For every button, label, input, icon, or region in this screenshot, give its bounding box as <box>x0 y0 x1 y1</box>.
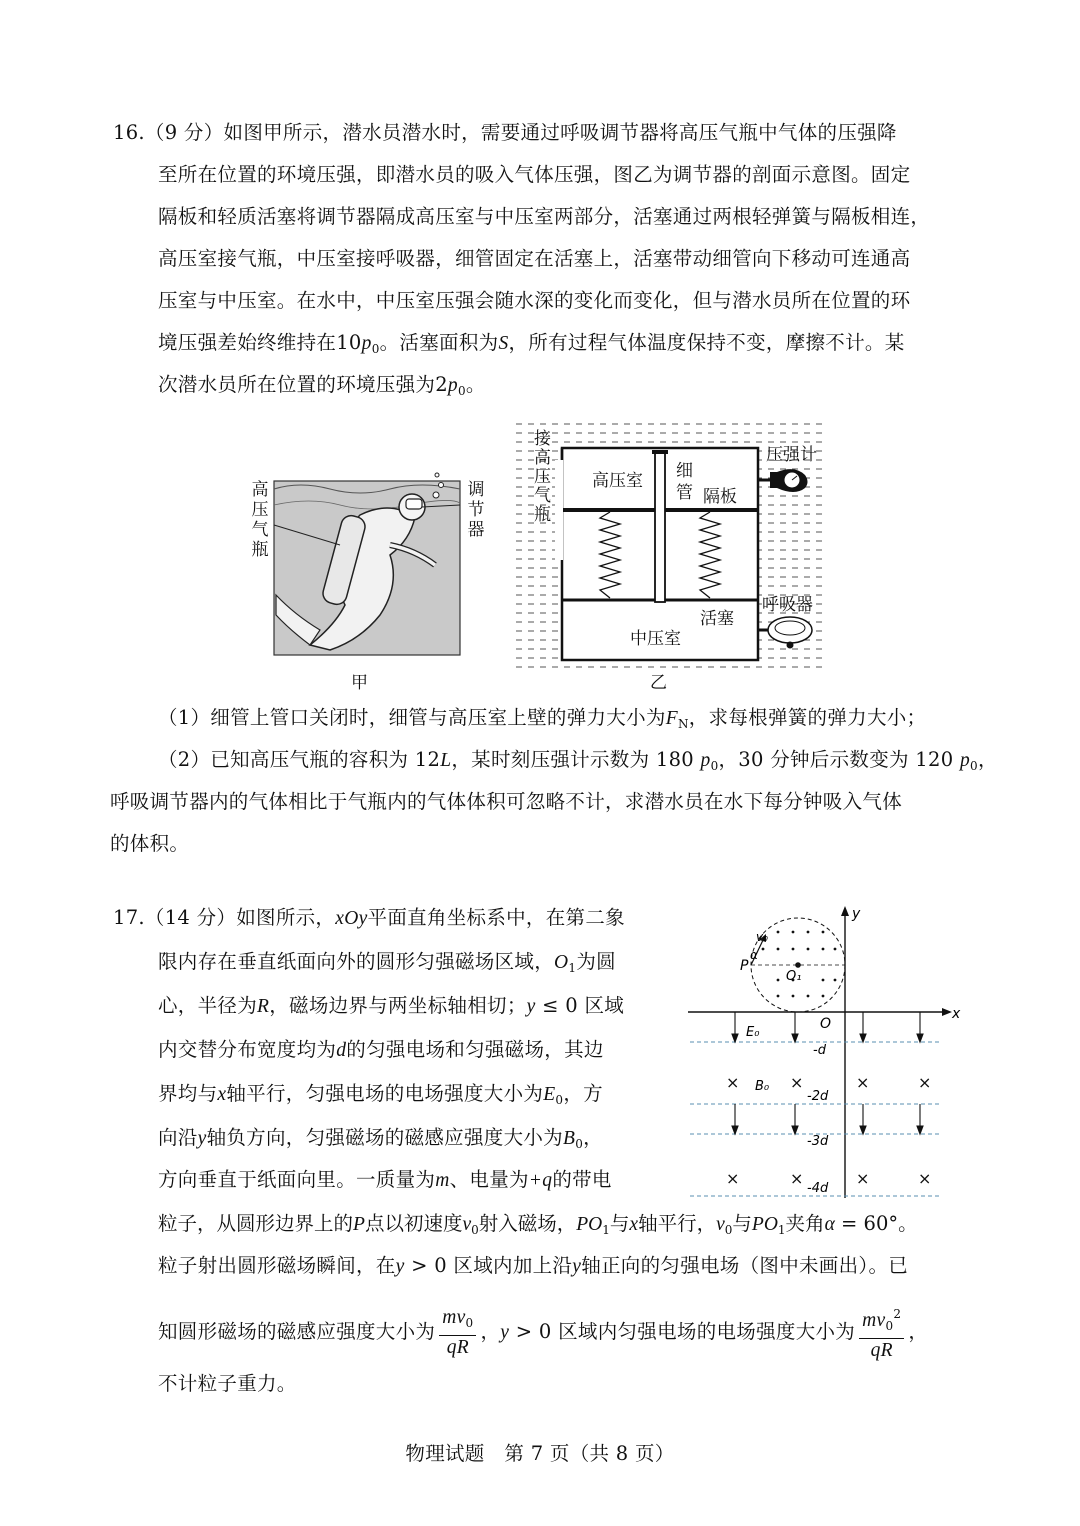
page-footer: 物理试题 第 7 页（共 8 页） <box>405 1442 675 1465</box>
q17-line8: 粒子，从圆形边界上的P点以初速度$v_0$射入磁场，$PO_1$与x轴平行，$v_0$与$PO_1$夹角α = 60°。 <box>158 1212 918 1237</box>
tick-neg-3d: -3d <box>807 1134 829 1149</box>
x-axis-label: x <box>952 1006 961 1022</box>
fig-yi-caption: 乙 <box>650 673 667 693</box>
origin-label: O <box>820 1016 832 1032</box>
tick-neg-4d: -4d <box>807 1181 829 1196</box>
fraction-e-field: $\frac{mv_0^2}{qR}$ <box>859 1302 904 1363</box>
q17-line11: 不计粒子重力。 <box>158 1372 297 1395</box>
inlet-label: 接 高 压 气 瓶 <box>534 429 551 525</box>
diver-figure <box>240 445 480 665</box>
partition-label: 隔板 <box>703 487 737 507</box>
q16-line6: 境压强差始终维持在$10p_0$。活塞面积为S，所有过程气体温度保持不变，摩擦不计。某 <box>158 331 905 356</box>
q17-line3: 心，半径为R，磁场边界与两坐标轴相切；y ≤ 0 区域 <box>158 994 625 1017</box>
q16-sub2: （2）已知高压气瓶的容积为 12L，某时刻压强计示数为 180 $p_0$，30 分钟后示数变为 120 $p_0$， <box>158 748 998 773</box>
svg-text:×: × <box>790 1169 804 1188</box>
point-p-label: P <box>740 958 749 974</box>
field-diagram <box>680 902 965 1200</box>
q16-sub2-line3: 的体积。 <box>110 832 190 855</box>
q16-line3: 隔板和轻质活塞将调节器隔成高压室与中压室两部分，活塞通过两根轻弹簧与隔板相连， <box>158 205 931 228</box>
svg-text:×: × <box>856 1073 870 1092</box>
q17-line5: 界均与x轴平行，匀强电场的电场强度大小为$E_0$，方 <box>158 1082 603 1107</box>
tank-label: 高压气瓶 <box>251 480 269 560</box>
alpha-label: α <box>750 948 758 962</box>
q16-line2: 至所在位置的环境压强，即潜水员的吸入气体压强，图乙为调节器的剖面示意图。固定 <box>158 163 911 186</box>
svg-text:×: × <box>726 1073 740 1092</box>
tick-neg-d: -d <box>813 1043 826 1058</box>
q16-sub1: （1）细管上管口关闭时，细管与高压室上壁的弹力大小为$F_N$，求每根弹簧的弹力大小； <box>158 706 927 731</box>
fig-jia-caption: 甲 <box>351 673 368 693</box>
piston-label: 活塞 <box>700 609 734 629</box>
q16-sub2-line2: 呼吸调节器内的气体相比于气瓶内的气体体积可忽略不计，求潜水员在水下每分钟吸入气体 <box>110 790 903 813</box>
gauge-label: 压强计 <box>766 445 817 465</box>
svg-text:×: × <box>918 1073 932 1092</box>
q17-line7: 方向垂直于纸面向里。一质量为m、电量为+q的带电 <box>158 1168 612 1191</box>
q17-line1: 17.（14 分）如图所示，xOy平面直角坐标系中，在第二象 <box>113 906 625 929</box>
o1-label: O₁ <box>786 969 802 984</box>
high-chamber-label: 高压室 <box>592 471 643 491</box>
svg-text:×: × <box>856 1169 870 1188</box>
v0-label: v₀ <box>756 930 768 944</box>
svg-text:×: × <box>918 1169 932 1188</box>
q17-line4: 内交替分布宽度均为d的匀强电场和匀强磁场，其边 <box>158 1038 604 1061</box>
breather-label: 呼吸器 <box>762 595 813 615</box>
e0-label: E₀ <box>746 1025 760 1040</box>
y-axis-label: y <box>852 906 861 922</box>
b0-label: B₀ <box>755 1079 770 1094</box>
tick-neg-2d: -2d <box>807 1089 829 1104</box>
q17-line9: 粒子射出圆形磁场瞬间，在y > 0 区域内加上沿y轴正向的匀强电场（图中未画出）。已 <box>158 1254 909 1277</box>
q16-line4: 高压室接气瓶，中压室接呼吸器，细管固定在活塞上，活塞带动细管向下移动可连通高 <box>158 247 911 270</box>
q16-line7: 次潜水员所在位置的环境压强为$2p_0$。 <box>158 373 486 398</box>
svg-text:×: × <box>790 1073 804 1092</box>
q17-line6: 向沿y轴负方向，匀强磁场的磁感应强度大小为$B_0$， <box>158 1126 603 1151</box>
fraction-b-field: $\frac{mv_0}{qR}$ <box>439 1305 476 1360</box>
q17-line2: 限内存在垂直纸面向外的圆形匀强磁场区域，$O_1$为圆 <box>158 950 616 975</box>
q16-line5: 压室与中压室。在水中，中压室压强会随水深的变化而变化，但与潜水员所在位置的环 <box>158 289 911 312</box>
mid-chamber-label: 中压室 <box>630 629 681 649</box>
tube-label: 细 管 <box>676 461 693 503</box>
q16-line1: 16.（9 分）如图甲所示，潜水员潜水时，需要通过呼吸调节器将高压气瓶中气体的压强降 <box>113 121 897 144</box>
svg-text:×: × <box>726 1169 740 1188</box>
regulator-label: 调节器 <box>467 480 485 540</box>
q17-line10: 知圆形磁场的磁感应强度大小为 $\frac{mv_0}{qR}$ ，y > 0 区域内匀强电场的电场强度大小为 $\frac{mv_0^2}{qR}$ ， <box>158 1302 928 1363</box>
